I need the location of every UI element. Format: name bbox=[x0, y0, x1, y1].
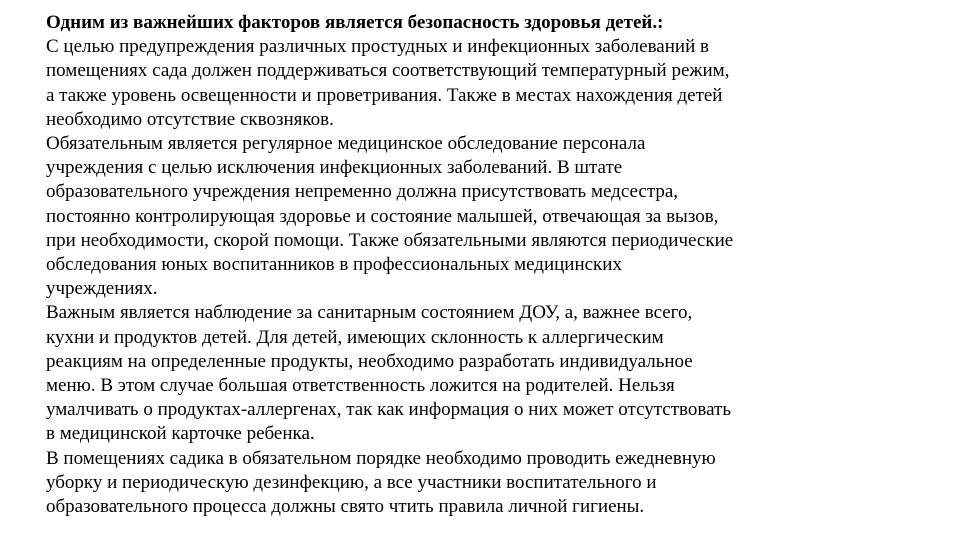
text-line: уборку и периодическую дезинфекцию, а все участники воспитательного и bbox=[46, 471, 657, 493]
text-line: постоянно контролирующая здоровье и состояние малышей, отвечающая за вызов, bbox=[46, 205, 719, 227]
text-line: в медицинской карточке ребенка. bbox=[46, 423, 315, 445]
text-line: учреждения с целью исключения инфекционных заболеваний. В штате bbox=[46, 157, 623, 179]
text-line: реакциям на определенные продукты, необходимо разработать индивидуальное bbox=[46, 350, 693, 372]
text-line: обследования юных воспитанников в профессиональных медицинских bbox=[46, 254, 622, 276]
paragraph-medical-examination bbox=[46, 132, 916, 301]
paragraph-sanitary-state bbox=[46, 301, 916, 446]
text-line: В помещениях садика в обязательном порядке необходимо проводить ежедневную bbox=[46, 447, 716, 469]
text-line: меню. В этом случае большая ответственность ложится на родителей. Нельзя bbox=[46, 375, 675, 397]
slide-text-block bbox=[46, 11, 916, 519]
text-line: Важным является наблюдение за санитарным состоянием ДОУ, а, важнее всего, bbox=[46, 302, 693, 324]
paragraph-temperature bbox=[46, 35, 916, 132]
text-line: кухни и продуктов детей. Для детей, имеющих склонность к аллергическим bbox=[46, 326, 664, 348]
text-line: умалчивать о продуктах-аллергенах, так как информация о них может отсутствовать bbox=[46, 399, 731, 421]
text-line: а также уровень освещенности и проветривания. Также в местах нахождения детей bbox=[46, 84, 723, 106]
text-line: помещениях сада должен поддерживаться соответствующий температурный режим, bbox=[46, 60, 730, 82]
text-line: Обязательным является регулярное медицинское обследование персонала bbox=[46, 133, 646, 155]
text-line: при необходимости, скорой помощи. Также обязательными являются периодические bbox=[46, 229, 734, 251]
text-line: образовательного процесса должны свято чтить правила личной гигиены. bbox=[46, 496, 645, 518]
slide-heading: Одним из важнейших факторов является безопасность здоровья детей.: bbox=[46, 12, 664, 33]
paragraph-cleaning-hygiene bbox=[46, 447, 916, 520]
text-line: С целью предупреждения различных простудных и инфекционных заболеваний в bbox=[46, 36, 709, 58]
text-line: учреждениях. bbox=[46, 278, 158, 300]
text-line: необходимо отсутствие сквозняков. bbox=[46, 108, 334, 130]
text-line: образовательного учреждения непременно должна присутствовать медсестра, bbox=[46, 181, 679, 203]
